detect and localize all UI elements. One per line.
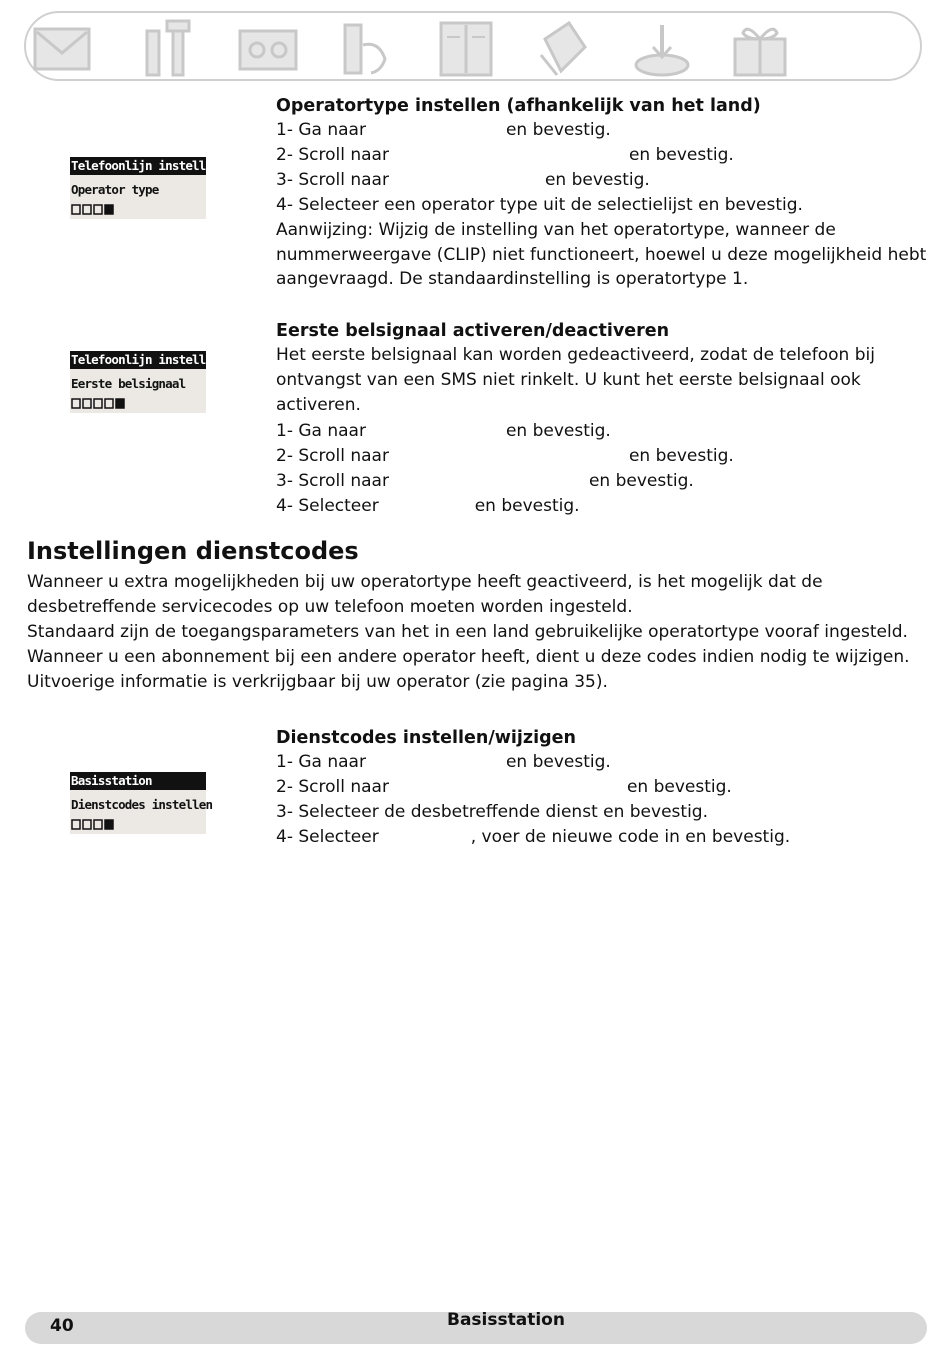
page-number: 40: [50, 1316, 74, 1336]
step-list: [276, 118, 936, 218]
page-footer: [25, 1312, 927, 1344]
step-line: [276, 419, 936, 444]
step-text: 1- Ga naar: [276, 421, 366, 441]
handset-icon: [335, 19, 397, 79]
step-text: 3- Selecteer de desbetreffende dienst en bevestig.: [276, 802, 708, 822]
section-title: Eerste belsignaal activeren/deactiveren: [276, 321, 670, 341]
step-text: 2- Scroll naar: [276, 777, 389, 797]
lcd-display-service-codes: [70, 772, 213, 834]
level-box: [72, 399, 80, 408]
level-box: [94, 820, 102, 829]
section-service-codes: [276, 726, 936, 850]
step-suffix: en bevestig.: [505, 752, 611, 772]
step-suffix: en bevestig.: [588, 471, 694, 491]
lcd-level-indicator: [71, 398, 131, 410]
lcd-header: Telefoonlijn instellen: [71, 158, 219, 173]
level-box: [83, 399, 91, 408]
step-text: 4- Selecteer een operator type uit de selectielijst en bevestig.: [276, 195, 803, 215]
step-suffix: en bevestig.: [474, 496, 580, 516]
lcd-menu-line: Dienstcodes instellen: [71, 797, 213, 812]
step-line: [276, 193, 936, 218]
voicemail-icon: [237, 19, 299, 79]
section-operator-type: [276, 94, 936, 292]
step-line: [276, 118, 936, 143]
level-box: [94, 399, 102, 408]
step-line: [276, 825, 936, 850]
tools-icon: [139, 19, 201, 79]
level-box: [105, 820, 113, 829]
phonebook-icon: [435, 19, 497, 79]
lcd-menu-line: Operator type: [71, 182, 159, 197]
step-suffix: en bevestig.: [626, 777, 732, 797]
step-text: 2- Scroll naar: [276, 446, 389, 466]
lcd-display-operator-type: [70, 157, 219, 219]
step-suffix: en bevestig.: [628, 446, 734, 466]
section-intro: Het eerste belsignaal kan worden gedeactiveerd, zodat de telefoon bij ontvangst van een SMS niet rinkelt. U kunt het eerste belsignaal ook activeren.: [276, 345, 875, 415]
step-suffix: , voer de nieuwe code in en bevestig.: [470, 827, 791, 847]
menu-icon-bar: [24, 11, 922, 81]
level-box: [72, 205, 80, 214]
level-box: [83, 205, 91, 214]
level-box: [116, 399, 124, 408]
step-text: 4- Selecteer: [276, 827, 379, 847]
step-text: 4- Selecteer: [276, 496, 379, 516]
note-paragraph: Aanwijzing: Wijzig de instelling van het operatortype, wanneer de nummerweergave (CLIP) niet functioneert, hoewel u deze mogelijkheid hebt aangevraagd. De standaardinstelling is operatortype 1.: [276, 220, 927, 289]
step-line: [276, 494, 936, 519]
section-title: Dienstcodes instellen/wijzigen: [276, 728, 576, 748]
step-line: [276, 800, 936, 825]
footer-title: Basisstation: [447, 1310, 565, 1330]
step-line: [276, 444, 936, 469]
step-text: 3- Scroll naar: [276, 170, 389, 190]
step-text: 3- Scroll naar: [276, 471, 389, 491]
step-line: [276, 168, 936, 193]
lcd-level-indicator: [71, 204, 131, 216]
section-first-ring: [276, 319, 936, 519]
step-line: [276, 143, 936, 168]
step-suffix: en bevestig.: [628, 145, 734, 165]
step-line: [276, 750, 936, 775]
lcd-display-first-ring: [70, 351, 219, 413]
gift-icon: [729, 19, 791, 79]
base-station-icon: [631, 19, 693, 79]
envelope-icon: [32, 19, 94, 79]
lcd-header: Telefoonlijn instellen: [71, 352, 219, 367]
step-list: [276, 419, 936, 519]
phone-keypad-icon: [533, 19, 595, 79]
step-suffix: en bevestig.: [505, 421, 611, 441]
level-box: [94, 205, 102, 214]
step-text: 2- Scroll naar: [276, 145, 389, 165]
step-line: [276, 469, 936, 494]
level-box: [83, 820, 91, 829]
step-line: [276, 775, 936, 800]
lcd-header: Basisstation: [70, 772, 206, 790]
level-box: [105, 399, 113, 408]
level-box: [72, 820, 80, 829]
step-suffix: en bevestig.: [544, 170, 650, 190]
page-heading: Instellingen dienstcodes: [27, 537, 359, 565]
lcd-level-indicator: [71, 819, 131, 831]
level-box: [105, 205, 113, 214]
step-suffix: en bevestig.: [505, 120, 611, 140]
step-text: 1- Ga naar: [276, 120, 366, 140]
section-title: Operatortype instellen (afhankelijk van het land): [276, 96, 761, 116]
lcd-menu-line: Eerste belsignaal: [71, 376, 186, 391]
step-text: 1- Ga naar: [276, 752, 366, 772]
intro-paragraph: Wanneer u extra mogelijkheden bij uw operatortype heeft geactiveerd, is het mogelijk dat de desbetreffende servicecodes op uw telefoon moeten worden ingesteld. Standaard zijn de toegangsparameters van het in een land gebruikelijke operatortype vooraf ingesteld. Wanneer u een abonnement bij een andere operator heeft, dient u deze codes indien nodig te wijzigen. Uitvoerige informatie is verkrijgbaar bij uw operator (zie pagina 35).: [27, 572, 910, 692]
step-list: [276, 750, 936, 850]
